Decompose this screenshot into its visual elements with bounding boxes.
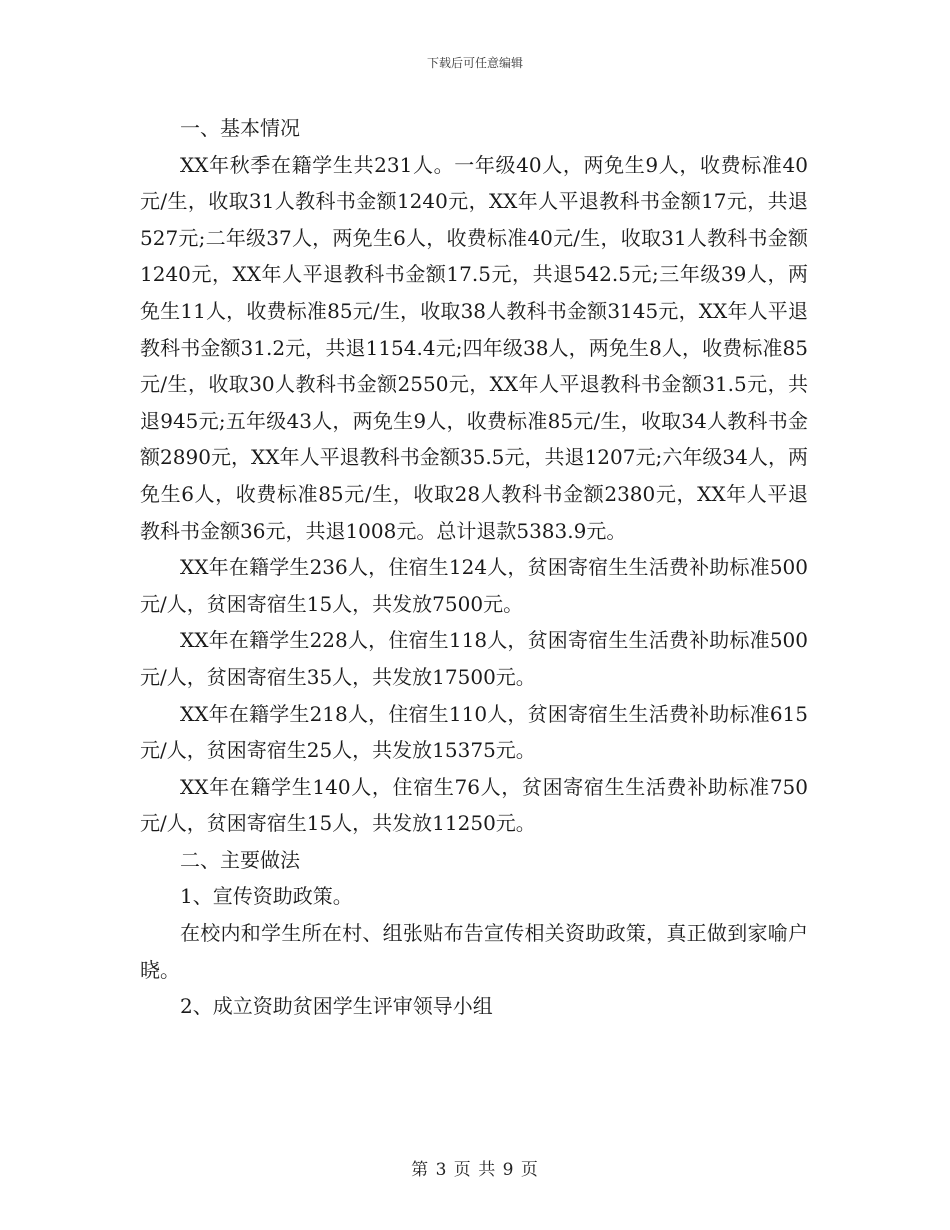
- section-heading-methods: 二、主要做法: [180, 847, 300, 872]
- subheading-review-group: 2、成立资助贫困学生评审领导小组: [180, 994, 493, 1019]
- paragraph-textbook-refund: XX年秋季在籍学生共231人。一年级40人，两免生9人，收费标准40元/生，收取31人教科书金额1240元，XX年人平退教科书金额17元，共退527元;二年级37人，两免生6人，收费标准40元/生，收取31人教科书金额1240元，XX年人平退教科书金额17.5元，共退542.5元;三年级39人，两免生11人，收费标准85元/生，收取38人教科书金额3145元，XX年人平退教科书金额31.2元，共退1154.4元;四年级38人，两免生8人，收费标准85元/生，收取30人教科书金额2550元，XX年人平退教科书金额31.5元，共退945元;五年级43人，两免生9人，收费标准85元/生，收取34人教科书金额2890元，XX年人平退教科书金额35.5元，共退1207元;六年级34人，两免生6人，收费标准85元/生，收取28人教科书金额2380元，XX年人平退教科书金额36元，共退1008元。总计退款5383.9元。: [140, 152, 808, 543]
- paragraph-publicize-policy: 在校内和学生所在村、组张贴布告宣传相关资助政策，真正做到家喻户晓。: [140, 921, 808, 982]
- subheading-publicize-policy: 1、宣传资助政策。: [180, 884, 353, 909]
- paragraph-subsidy-3: XX年在籍学生218人，住宿生110人，贫困寄宿生生活费补助标准615元/人，贫困寄宿生25人，共发放15375元。: [140, 701, 808, 763]
- section-heading-basic: 一、基本情况: [180, 116, 300, 140]
- page-footer: 第 3 页 共 9 页: [411, 1160, 539, 1180]
- paragraph-subsidy-2: XX年在籍学生228人，住宿生118人，贫困寄宿生生活费补助标准500元/人，贫困寄宿生35人，共发放17500元。: [140, 628, 808, 689]
- document-body: [140, 110, 808, 1025]
- paragraph-subsidy-4: XX年在籍学生140人，住宿生76人，贫困寄宿生生活费补助标准750元/人，贫困寄宿生15人，共发放11250元。: [140, 774, 808, 836]
- paragraph-subsidy-1: XX年在籍学生236人，住宿生124人，贫困寄宿生生活费补助标准500元/人，贫困寄宿生15人，共发放7500元。: [140, 555, 808, 616]
- page-header: 下载后可任意编辑: [426, 56, 523, 70]
